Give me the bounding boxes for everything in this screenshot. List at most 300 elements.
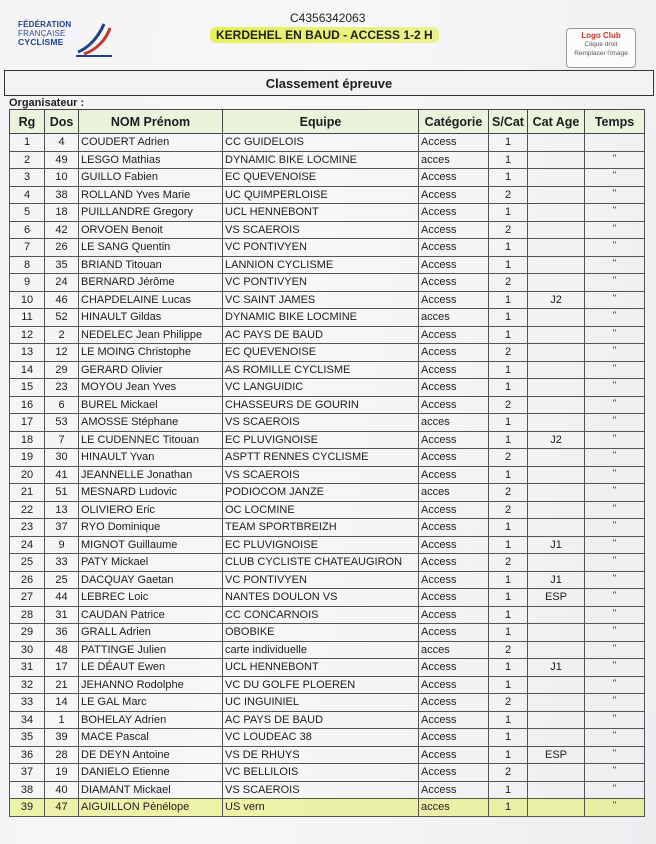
cell-age-category	[528, 309, 585, 327]
cell-rank: 15	[10, 379, 45, 397]
cell-subcategory: 1	[489, 134, 528, 152]
table-row	[10, 799, 645, 817]
cell-name: JEHANNO Rodolphe	[79, 676, 223, 694]
cell-name: ROLLAND Yves Marie	[79, 186, 223, 204]
cell-age-category	[528, 694, 585, 712]
table-row	[10, 676, 645, 694]
cell-subcategory: 1	[489, 799, 528, 817]
table-row	[10, 431, 645, 449]
cell-bib: 28	[45, 746, 79, 764]
cell-bib: 2	[45, 326, 79, 344]
cell-bib: 25	[45, 571, 79, 589]
cell-category: acces	[419, 641, 489, 659]
cell-name: MIGNOT Guillaume	[79, 536, 223, 554]
cell-rank: 16	[10, 396, 45, 414]
cell-team: VS SCAEROIS	[223, 221, 419, 239]
cell-category: Access	[419, 274, 489, 292]
cell-age-category	[528, 764, 585, 782]
cell-name: GRALL Adrien	[79, 624, 223, 642]
table-header-row	[10, 110, 645, 134]
table-row	[10, 204, 645, 222]
cell-name: BUREL Mickael	[79, 396, 223, 414]
cell-category: Access	[419, 571, 489, 589]
cell-bib: 9	[45, 536, 79, 554]
cell-subcategory: 1	[489, 361, 528, 379]
cell-time: "	[585, 554, 645, 572]
cell-rank: 38	[10, 781, 45, 799]
cell-team: VS SCAEROIS	[223, 781, 419, 799]
table-row	[10, 186, 645, 204]
cell-time: "	[585, 326, 645, 344]
cell-rank: 37	[10, 764, 45, 782]
race-title: KERDEHEL EN BAUD - ACCESS 1-2 H	[210, 27, 439, 43]
cell-team: VC BELLILOIS	[223, 764, 419, 782]
cell-category: Access	[419, 186, 489, 204]
cell-time: "	[585, 151, 645, 169]
cell-bib: 23	[45, 379, 79, 397]
cell-bib: 37	[45, 519, 79, 537]
cell-time	[585, 134, 645, 152]
cell-subcategory: 2	[489, 344, 528, 362]
race-code: C4356342063	[290, 11, 366, 25]
cell-subcategory: 1	[489, 431, 528, 449]
cell-category: Access	[419, 466, 489, 484]
column-header-name: NOM Prénom	[79, 110, 223, 134]
cell-team: AC PAYS DE BAUD	[223, 326, 419, 344]
ffc-swoosh-icon	[74, 18, 116, 58]
cell-name: GUILLO Fabien	[79, 169, 223, 187]
cell-team: VS SCAEROIS	[223, 466, 419, 484]
cell-team: EC QUEVENOISE	[223, 344, 419, 362]
table-row	[10, 659, 645, 677]
cell-subcategory: 1	[489, 589, 528, 607]
cell-age-category	[528, 326, 585, 344]
cell-rank: 12	[10, 326, 45, 344]
cell-time: "	[585, 781, 645, 799]
cell-name: LE SANG Quentin	[79, 239, 223, 257]
cell-rank: 14	[10, 361, 45, 379]
cell-name: LESGO Mathias	[79, 151, 223, 169]
cell-age-category	[528, 466, 585, 484]
cell-age-category	[528, 256, 585, 274]
column-header-category: Catégorie	[419, 110, 489, 134]
cell-bib: 48	[45, 641, 79, 659]
cell-age-category	[528, 274, 585, 292]
cell-rank: 17	[10, 414, 45, 432]
cell-subcategory: 1	[489, 781, 528, 799]
cell-bib: 7	[45, 431, 79, 449]
cell-age-category	[528, 729, 585, 747]
cell-rank: 11	[10, 309, 45, 327]
cell-subcategory: 1	[489, 519, 528, 537]
cell-rank: 3	[10, 169, 45, 187]
cell-name: ORVOEN Benoit	[79, 221, 223, 239]
cell-category: Access	[419, 606, 489, 624]
cell-category: Access	[419, 134, 489, 152]
cell-subcategory: 1	[489, 606, 528, 624]
cell-name: MESNARD Ludovic	[79, 484, 223, 502]
table-row	[10, 519, 645, 537]
cell-category: Access	[419, 204, 489, 222]
cell-bib: 47	[45, 799, 79, 817]
cell-rank: 26	[10, 571, 45, 589]
cell-rank: 29	[10, 624, 45, 642]
cell-name: COUDERT Adrien	[79, 134, 223, 152]
table-row	[10, 641, 645, 659]
cell-age-category	[528, 169, 585, 187]
cell-team: UCL HENNEBONT	[223, 204, 419, 222]
cell-team: DYNAMIC BIKE LOCMINE	[223, 151, 419, 169]
cell-category: Access	[419, 239, 489, 257]
cell-category: Access	[419, 379, 489, 397]
cell-team: UC INGUINIEL	[223, 694, 419, 712]
table-row	[10, 764, 645, 782]
cell-time: "	[585, 519, 645, 537]
cell-bib: 39	[45, 729, 79, 747]
cell-time: "	[585, 501, 645, 519]
cell-category: Access	[419, 344, 489, 362]
cell-subcategory: 1	[489, 729, 528, 747]
cell-bib: 35	[45, 256, 79, 274]
cell-bib: 13	[45, 501, 79, 519]
cell-category: Access	[419, 501, 489, 519]
table-row	[10, 309, 645, 327]
cell-time: "	[585, 379, 645, 397]
table-row	[10, 361, 645, 379]
cell-subcategory: 2	[489, 396, 528, 414]
cell-bib: 51	[45, 484, 79, 502]
cell-time: "	[585, 291, 645, 309]
cell-rank: 1	[10, 134, 45, 152]
cell-rank: 6	[10, 221, 45, 239]
cell-rank: 39	[10, 799, 45, 817]
table-row	[10, 326, 645, 344]
cell-bib: 41	[45, 466, 79, 484]
cell-rank: 25	[10, 554, 45, 572]
cell-name: DIAMANT Mickael	[79, 781, 223, 799]
cell-time: "	[585, 571, 645, 589]
table-row	[10, 711, 645, 729]
cell-time: "	[585, 746, 645, 764]
cell-name: LEBREC Loic	[79, 589, 223, 607]
cell-bib: 38	[45, 186, 79, 204]
cell-name: NEDELEC Jean Philippe	[79, 326, 223, 344]
cell-category: Access	[419, 221, 489, 239]
table-row	[10, 624, 645, 642]
cell-time: "	[585, 764, 645, 782]
cell-age-category: J1	[528, 659, 585, 677]
cell-category: Access	[419, 589, 489, 607]
cell-category: Access	[419, 169, 489, 187]
cell-time: "	[585, 536, 645, 554]
cell-time: "	[585, 204, 645, 222]
cell-bib: 31	[45, 606, 79, 624]
cell-team: AC PAYS DE BAUD	[223, 711, 419, 729]
table-row	[10, 134, 645, 152]
cell-time: "	[585, 186, 645, 204]
cell-time: "	[585, 606, 645, 624]
cell-category: acces	[419, 309, 489, 327]
cell-team: CC GUIDELOIS	[223, 134, 419, 152]
cell-team: US vern	[223, 799, 419, 817]
cell-rank: 9	[10, 274, 45, 292]
cell-category: Access	[419, 536, 489, 554]
table-row	[10, 554, 645, 572]
cell-team: EC QUEVENOISE	[223, 169, 419, 187]
cell-subcategory: 2	[489, 694, 528, 712]
table-row	[10, 571, 645, 589]
cell-rank: 19	[10, 449, 45, 467]
table-row	[10, 484, 645, 502]
table-row	[10, 589, 645, 607]
cell-bib: 33	[45, 554, 79, 572]
cell-team: PODIOCOM JANZE	[223, 484, 419, 502]
cell-rank: 36	[10, 746, 45, 764]
cell-subcategory: 1	[489, 536, 528, 554]
cell-category: Access	[419, 711, 489, 729]
cell-subcategory: 1	[489, 746, 528, 764]
cell-age-category	[528, 519, 585, 537]
cell-rank: 35	[10, 729, 45, 747]
cell-time: "	[585, 484, 645, 502]
cell-bib: 42	[45, 221, 79, 239]
cell-age-category: J1	[528, 571, 585, 589]
cell-age-category	[528, 781, 585, 799]
cell-time: "	[585, 361, 645, 379]
table-row	[10, 396, 645, 414]
cell-age-category: ESP	[528, 589, 585, 607]
cell-time: "	[585, 624, 645, 642]
table-row	[10, 449, 645, 467]
cell-age-category	[528, 799, 585, 817]
cell-rank: 21	[10, 484, 45, 502]
cell-age-category	[528, 624, 585, 642]
table-row	[10, 536, 645, 554]
cell-age-category	[528, 379, 585, 397]
cell-team: TEAM SPORTBREIZH	[223, 519, 419, 537]
cell-time: "	[585, 344, 645, 362]
table-row	[10, 606, 645, 624]
cell-name: AMOSSE Stéphane	[79, 414, 223, 432]
column-header-time: Temps	[585, 110, 645, 134]
cell-subcategory: 1	[489, 256, 528, 274]
column-header-subcategory: S/Cat	[489, 110, 528, 134]
cell-team: EC PLUVIGNOISE	[223, 536, 419, 554]
cell-age-category	[528, 134, 585, 152]
cell-name: LE GAL Marc	[79, 694, 223, 712]
cell-category: acces	[419, 151, 489, 169]
table-row	[10, 291, 645, 309]
cell-name: PATTINGE Julien	[79, 641, 223, 659]
cell-age-category: J2	[528, 431, 585, 449]
cell-category: Access	[419, 676, 489, 694]
cell-name: LE CUDENNEC Titouan	[79, 431, 223, 449]
cell-subcategory: 1	[489, 676, 528, 694]
cell-rank: 23	[10, 519, 45, 537]
cell-name: GERARD Olivier	[79, 361, 223, 379]
cell-age-category	[528, 606, 585, 624]
cell-category: Access	[419, 781, 489, 799]
cell-name: JEANNELLE Jonathan	[79, 466, 223, 484]
cell-bib: 29	[45, 361, 79, 379]
cell-age-category	[528, 641, 585, 659]
cell-rank: 5	[10, 204, 45, 222]
table-row	[10, 239, 645, 257]
cell-time: "	[585, 239, 645, 257]
cell-rank: 24	[10, 536, 45, 554]
cell-subcategory: 1	[489, 624, 528, 642]
cell-bib: 4	[45, 134, 79, 152]
cell-subcategory: 2	[489, 449, 528, 467]
cell-age-category	[528, 361, 585, 379]
cell-age-category	[528, 676, 585, 694]
cell-rank: 4	[10, 186, 45, 204]
cell-age-category	[528, 151, 585, 169]
cell-subcategory: 1	[489, 571, 528, 589]
cell-subcategory: 2	[489, 764, 528, 782]
cell-name: RYO Dominique	[79, 519, 223, 537]
cell-name: CHAPDELAINE Lucas	[79, 291, 223, 309]
cell-rank: 2	[10, 151, 45, 169]
cell-name: DANIELO Etienne	[79, 764, 223, 782]
table-row	[10, 501, 645, 519]
cell-time: "	[585, 799, 645, 817]
cell-category: Access	[419, 256, 489, 274]
cell-team: VC PONTIVYEN	[223, 274, 419, 292]
cell-category: Access	[419, 396, 489, 414]
cell-time: "	[585, 466, 645, 484]
organisateur-label: Organisateur :	[9, 97, 85, 109]
cell-subcategory: 2	[489, 501, 528, 519]
cell-category: Access	[419, 624, 489, 642]
cell-bib: 53	[45, 414, 79, 432]
cell-age-category	[528, 239, 585, 257]
cell-team: EC PLUVIGNOISE	[223, 431, 419, 449]
cell-bib: 6	[45, 396, 79, 414]
cell-age-category	[528, 344, 585, 362]
cell-team: VS DE RHUYS	[223, 746, 419, 764]
cell-bib: 26	[45, 239, 79, 257]
cell-subcategory: 1	[489, 711, 528, 729]
column-header-rank: Rg	[10, 110, 45, 134]
cell-rank: 30	[10, 641, 45, 659]
cell-team: DYNAMIC BIKE LOCMINE	[223, 309, 419, 327]
cell-rank: 10	[10, 291, 45, 309]
table-row	[10, 274, 645, 292]
cell-name: OLIVIERO Eric	[79, 501, 223, 519]
cell-team: UCL HENNEBONT	[223, 659, 419, 677]
cell-subcategory: 2	[489, 221, 528, 239]
cell-team: OC LOCMINE	[223, 501, 419, 519]
table-row	[10, 256, 645, 274]
cell-time: "	[585, 449, 645, 467]
cell-name: HINAULT Gildas	[79, 309, 223, 327]
cell-bib: 46	[45, 291, 79, 309]
cell-category: Access	[419, 326, 489, 344]
cell-subcategory: 2	[489, 484, 528, 502]
cell-team: VC LOUDEAC 38	[223, 729, 419, 747]
cell-rank: 22	[10, 501, 45, 519]
results-table	[9, 109, 645, 817]
cell-time: "	[585, 641, 645, 659]
cell-name: MOYOU Jean Yves	[79, 379, 223, 397]
cell-rank: 33	[10, 694, 45, 712]
cell-name: MACE Pascal	[79, 729, 223, 747]
cell-category: acces	[419, 799, 489, 817]
cell-subcategory: 2	[489, 186, 528, 204]
table-row	[10, 344, 645, 362]
table-row	[10, 414, 645, 432]
cell-team: CC CONCARNOIS	[223, 606, 419, 624]
table-row	[10, 379, 645, 397]
cell-category: Access	[419, 554, 489, 572]
cell-category: Access	[419, 519, 489, 537]
banner-title: Classement épreuve	[4, 70, 654, 96]
cell-rank: 18	[10, 431, 45, 449]
cell-bib: 40	[45, 781, 79, 799]
ffc-logo: FÉDÉRATION FRANÇAISE CYCLISME	[16, 18, 116, 58]
table-row	[10, 169, 645, 187]
table-row	[10, 466, 645, 484]
cell-team: VC PONTIVYEN	[223, 239, 419, 257]
logo-club-placeholder: Logo Club Clique droit Remplacer l'image	[566, 28, 636, 68]
cell-team: VS SCAEROIS	[223, 414, 419, 432]
cell-team: LANNION CYCLISME	[223, 256, 419, 274]
cell-team: CLUB CYCLISTE CHATEAUGIRON	[223, 554, 419, 572]
cell-team: VC SAINT JAMES	[223, 291, 419, 309]
cell-time: "	[585, 309, 645, 327]
cell-age-category	[528, 204, 585, 222]
cell-subcategory: 1	[489, 379, 528, 397]
cell-name: AIGUILLON Pénélope	[79, 799, 223, 817]
cell-name: BOHELAY Adrien	[79, 711, 223, 729]
cell-subcategory: 1	[489, 466, 528, 484]
cell-name: LE DÉAUT Ewen	[79, 659, 223, 677]
cell-time: "	[585, 694, 645, 712]
cell-rank: 8	[10, 256, 45, 274]
cell-time: "	[585, 169, 645, 187]
cell-category: Access	[419, 659, 489, 677]
table-row	[10, 729, 645, 747]
table-row	[10, 151, 645, 169]
cell-bib: 36	[45, 624, 79, 642]
cell-rank: 27	[10, 589, 45, 607]
cell-age-category	[528, 711, 585, 729]
cell-category: Access	[419, 361, 489, 379]
cell-age-category	[528, 554, 585, 572]
cell-bib: 1	[45, 711, 79, 729]
cell-bib: 10	[45, 169, 79, 187]
cell-category: Access	[419, 449, 489, 467]
cell-team: NANTES DOULON VS	[223, 589, 419, 607]
cell-time: "	[585, 589, 645, 607]
cell-bib: 24	[45, 274, 79, 292]
cell-rank: 20	[10, 466, 45, 484]
cell-time: "	[585, 274, 645, 292]
cell-bib: 52	[45, 309, 79, 327]
column-header-team: Equipe	[223, 110, 419, 134]
cell-time: "	[585, 396, 645, 414]
cell-team: AS ROMILLE CYCLISME	[223, 361, 419, 379]
cell-bib: 17	[45, 659, 79, 677]
cell-bib: 18	[45, 204, 79, 222]
cell-name: PATY Mickael	[79, 554, 223, 572]
cell-team: carte individuelle	[223, 641, 419, 659]
cell-age-category: J2	[528, 291, 585, 309]
cell-age-category	[528, 186, 585, 204]
cell-rank: 31	[10, 659, 45, 677]
cell-category: acces	[419, 484, 489, 502]
